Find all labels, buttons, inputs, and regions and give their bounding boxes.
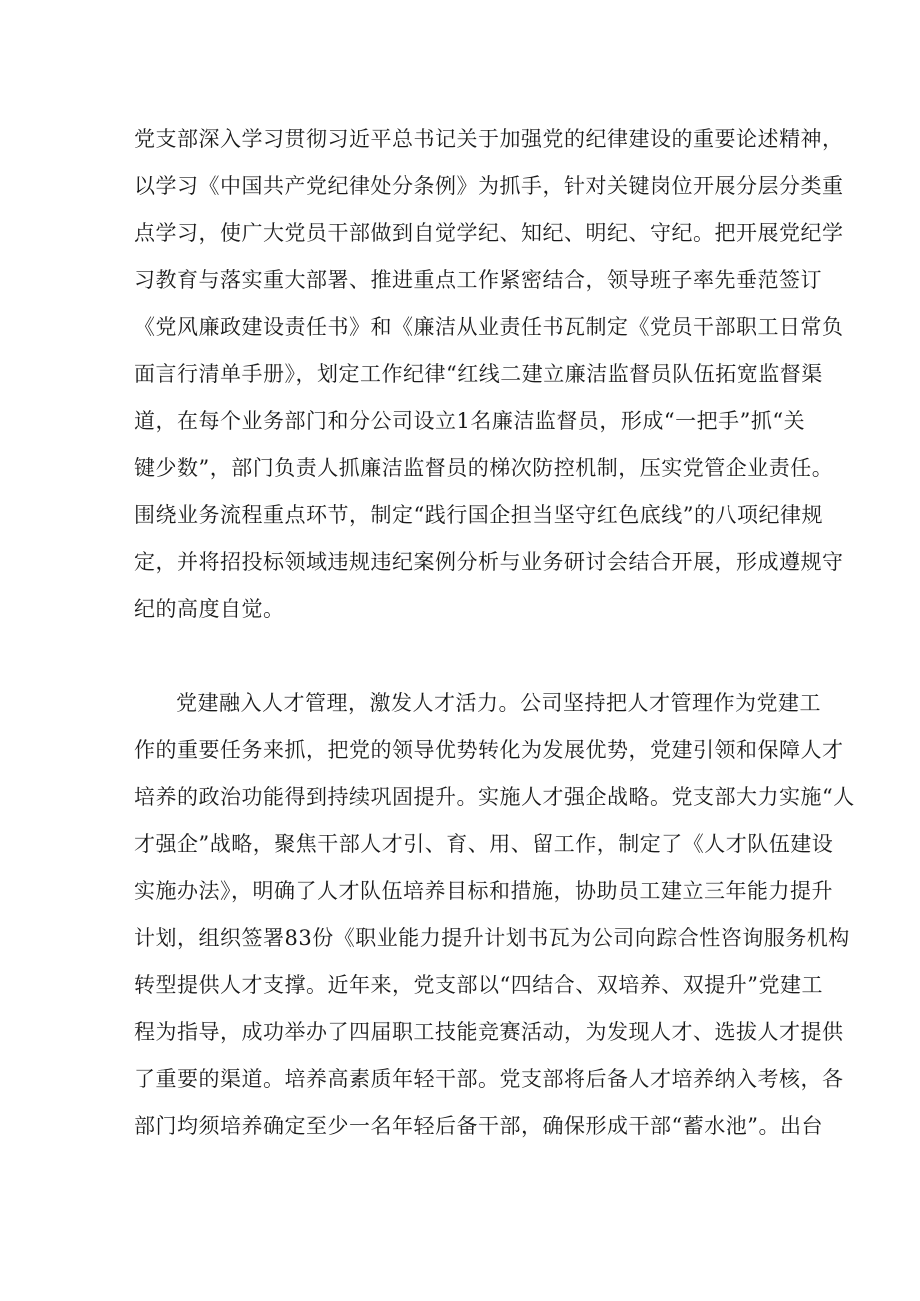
paragraph-line: 面言行清单手册》，划定工作纪律“红线二建立廉洁监督员队伍拓宽监督渠 bbox=[134, 362, 823, 386]
paragraph-line: 点学习，使广大党员干部做到自觉学纪、知纪、明纪、守纪。把开展党纪学 bbox=[134, 221, 844, 245]
paragraph-line: 了重要的渠道。培养高素质年轻干部。党支部将后备人才培养纳入考核，各 bbox=[134, 1067, 844, 1091]
paragraph-line: 党支部深入学习贯彻习近平总书记关于加强党的纪律建设的重要论述精神， bbox=[134, 127, 844, 151]
paragraph-line: 计划，组织签署83份《职业能力提升计划书瓦为公司向踪合性咨询服务机构 bbox=[134, 926, 850, 950]
paragraph-line: 以学习《中国共产党纪律处分条例》为抓手，针对关键岗位开展分层分类重 bbox=[134, 174, 844, 198]
paragraph-line: 定，并将招投标领域违规违纪案例分析与业务研讨会结合开展，形成遵规守 bbox=[134, 550, 844, 574]
paragraph-line: 部门均须培养确定至少一名年轻后备干部，确保形成干部“蓄水池”。出台 bbox=[134, 1114, 823, 1138]
paragraph-line: 纪的高度自觉。 bbox=[134, 597, 285, 621]
paragraph-line: 围绕业务流程重点环节，制定“践行国企担当坚守红色底线”的八项纪律规 bbox=[134, 503, 823, 527]
paragraph-line: 道，在每个业务部门和分公司设立1名廉洁监督员，形成“一把手”抓“关 bbox=[134, 409, 806, 433]
paragraph-line: 党建融入人才管理，激发人才活力。公司坚持把人才管理作为党建工 bbox=[176, 691, 821, 715]
paragraph-line: 实施办法》，明确了人才队伍培养目标和措施，协助员工建立三年能力提升 bbox=[134, 879, 833, 903]
paragraph-line: 习教育与落实重大部署、推进重点工作紧密结合，领导班子率先垂范签订 bbox=[134, 268, 822, 292]
paragraph-line: 转型提供人才支撑。近年来，党支部以“四结合、双培养、双提升”党建工 bbox=[134, 973, 823, 997]
paragraph-line: 才强企”战略，聚焦干部人才引、育、用、留工作，制定了《人才队伍建设 bbox=[134, 832, 834, 856]
paragraph-line: 程为指导，成功举办了四届职工技能竞赛活动，为发现人才、选拔人才提供 bbox=[134, 1020, 844, 1044]
paragraph-line: 键少数”，部门负责人抓廉洁监督员的梯次防控机制，压实党管企业责任。 bbox=[134, 456, 834, 480]
paragraph-line: 《党风廉政建设责任书》和《廉洁从业责任书瓦制定《党员干部职工日常负 bbox=[134, 315, 844, 339]
paragraph-line: 培养的政治功能得到持续巩固提升。实施人才强企战略。党支部大力实施“人 bbox=[134, 785, 855, 809]
paragraph-line: 作的重要任务来抓，把党的领导优势转化为发展优势，党建引领和保障人才 bbox=[134, 738, 844, 762]
